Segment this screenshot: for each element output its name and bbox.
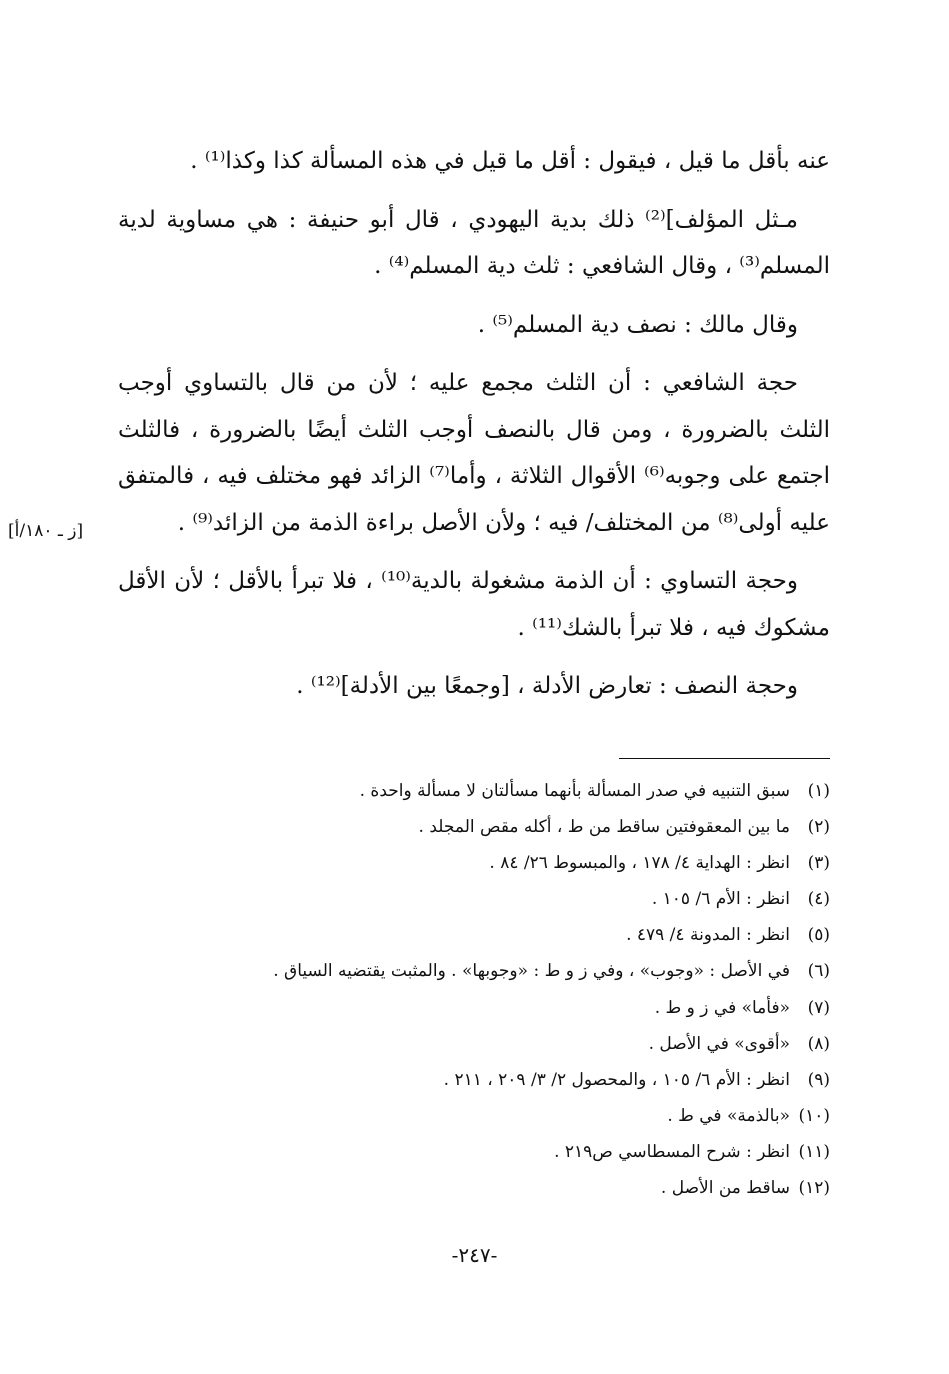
footnote-number: (٧) [807,997,830,1018]
footnote-4 [118,881,830,917]
footnote-number: (١٠) [798,1105,830,1126]
paragraph-1: عنه بأقل ما قيل ، فيقول : أقل ما قيل في هذه المسألة كذا وكذا⁽¹⁾ . [190,148,830,174]
paragraph-4: حجة الشافعي : أن الثلث مجمع عليه ؛ لأن من قال بالتساوي أوجب الثلث بالضرورة ، ومن قال بالنصف أوجب الثلث أيضًا بالضرورة ، فالثلث اجتمع على وجوبه⁽⁶⁾ الأقوال الثلاثة ، وأما⁽⁷⁾ الزائد فهو مختلف فيه ، فالمتفق عليه أولى⁽⁸⁾ من المختلف/ فيه ؛ ولأن الأصل براءة الذمة من الزائد⁽⁹⁾ . [118,370,830,536]
paragraph-5: وحجة التساوي : أن الذمة مشغولة بالدية⁽¹⁰⁾ ، فلا تبرأ بالأقل ؛ لأن الأقل مشكوك فيه ، فلا تبرأ بالشك⁽¹¹⁾ . [118,568,830,641]
footnote-5 [118,917,830,953]
footnote-7 [118,990,830,1026]
footnote-number: (١) [807,781,830,801]
footnote-number: (٥) [807,925,830,946]
footnote-9 [118,1062,830,1098]
manuscript-margin-note: [ز ـ ١٨٠/أ] [8,521,84,541]
footnote-text: في الأصل : «وجوب» ، وفي ز و ط : «وجوبها» . والمثبت يقتضيه السياق . [273,961,790,982]
footnote-text: ساقط من الأصل . [660,1178,790,1199]
footnote-2 [118,809,830,845]
footnote-number: (٤) [807,889,830,910]
footnote-number: (٣) [807,853,830,874]
footnote-text: انظر : شرح المسطاسي ص٢١٩ . [554,1141,790,1162]
paragraph-3: وقال مالك : نصف دية المسلم⁽⁵⁾ . [477,311,798,338]
paragraph-6: وحجة النصف : تعارض الأدلة ، [وجمعًا بين الأدلة]⁽¹²⁾ . [296,673,798,699]
footnote-number: (٨) [807,1033,830,1054]
footnote-text: انظر : الهداية ٤/ ١٧٨ ، والمبسوط ٢٦/ ٨٤ . [489,853,790,874]
footnote-3 [118,845,830,881]
footnote-number: (١١) [798,1141,830,1162]
page-number: -٢٤٧- [451,1243,498,1267]
footnote-text: «بالذمة» في ط . [667,1105,790,1126]
footnote-text: انظر : الأم ٦/ ١٠٥ ، والمحصول ٢/ ٣/ ٢٠٩ ، ٢١١ . [443,1069,790,1090]
footnote-11 [118,1134,830,1170]
footnote-text: انظر : المدونة ٤/ ٤٧٩ . [626,925,790,946]
footnote-10 [118,1098,830,1134]
footnote-6 [118,953,830,989]
footnote-text: ما بين المعقوفتين ساقط من ط ، أكله مقص المجلد . [418,817,790,838]
footnote-text: سبق التنبيه في صدر المسألة بأنهما مسألتان لا مسألة واحدة . [359,781,790,801]
footnote-text: «أقوى» في الأصل . [648,1033,790,1054]
footnote-divider [619,758,830,759]
footnote-number: (٦) [807,961,830,982]
footnote-8 [118,1026,830,1062]
footnote-1 [118,773,830,809]
footnote-number: (٩) [807,1069,830,1090]
footnote-text: «فأما» في ز و ط . [654,997,790,1018]
footnote-12 [118,1170,830,1206]
footnote-number: (٢) [807,817,830,838]
main-text [118,138,830,722]
footnote-text: انظر : الأم ٦/ ١٠٥ . [651,889,790,910]
paragraph-2: مـثل المؤلف]⁽²⁾ ذلك بدية اليهودي ، قال أبو حنيفة : هي مساوية لدية المسلم⁽³⁾ ، وقال الشافعي : ثلث دية المسلم⁽⁴⁾ . [118,206,830,279]
footnote-number: (١٢) [798,1178,830,1199]
footnotes-list [118,773,830,1206]
